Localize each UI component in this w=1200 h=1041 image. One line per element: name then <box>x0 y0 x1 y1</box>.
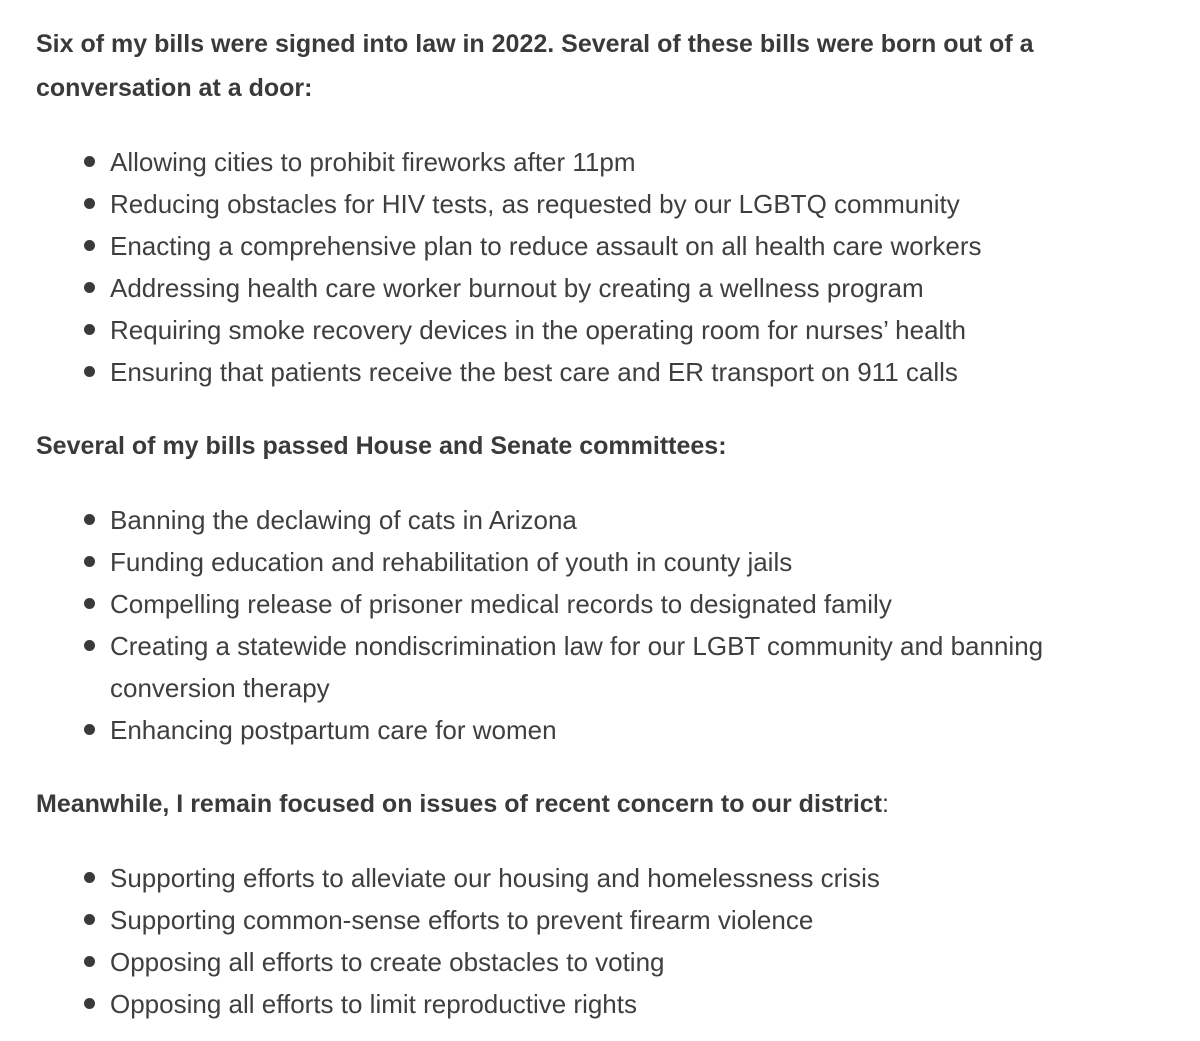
list-item: Creating a statewide nondiscrimination law for our LGBT community and banning conversion therapy <box>110 625 1164 709</box>
list-item: Addressing health care worker burnout by creating a wellness program <box>110 267 1164 309</box>
heading-text: Six of my bills were signed into law in 2022. Several of these bills were born out of a conversation at a door: <box>36 30 1034 102</box>
heading-text: Several of my bills passed House and Senate committees: <box>36 432 727 460</box>
district-issues-list <box>36 857 1164 1025</box>
section-heading-signed-bills <box>36 22 1164 110</box>
heading-suffix: : <box>882 790 889 818</box>
list-item: Supporting efforts to alleviate our housing and homelessness crisis <box>110 857 1164 899</box>
list-item: Opposing all efforts to create obstacles to voting <box>110 941 1164 983</box>
list-item: Funding education and rehabilitation of youth in county jails <box>110 541 1164 583</box>
committee-bills-list <box>36 499 1164 751</box>
list-item: Supporting common-sense efforts to prevent firearm violence <box>110 899 1164 941</box>
list-item: Allowing cities to prohibit fireworks after 11pm <box>110 141 1164 183</box>
list-item: Enacting a comprehensive plan to reduce assault on all health care workers <box>110 225 1164 267</box>
list-item: Enhancing postpartum care for women <box>110 709 1164 751</box>
list-item: Ensuring that patients receive the best care and ER transport on 911 calls <box>110 351 1164 393</box>
list-item: Banning the declawing of cats in Arizona <box>110 499 1164 541</box>
section-heading-district-issues <box>36 782 1164 826</box>
list-item: Compelling release of prisoner medical records to designated family <box>110 583 1164 625</box>
heading-text: Meanwhile, I remain focused on issues of recent concern to our district <box>36 790 883 818</box>
list-item: Reducing obstacles for HIV tests, as requested by our LGBTQ community <box>110 183 1164 225</box>
list-item: Opposing all efforts to limit reproductive rights <box>110 983 1164 1025</box>
signed-bills-list <box>36 141 1164 393</box>
section-heading-committee-bills <box>36 424 1164 468</box>
list-item: Requiring smoke recovery devices in the operating room for nurses’ health <box>110 309 1164 351</box>
